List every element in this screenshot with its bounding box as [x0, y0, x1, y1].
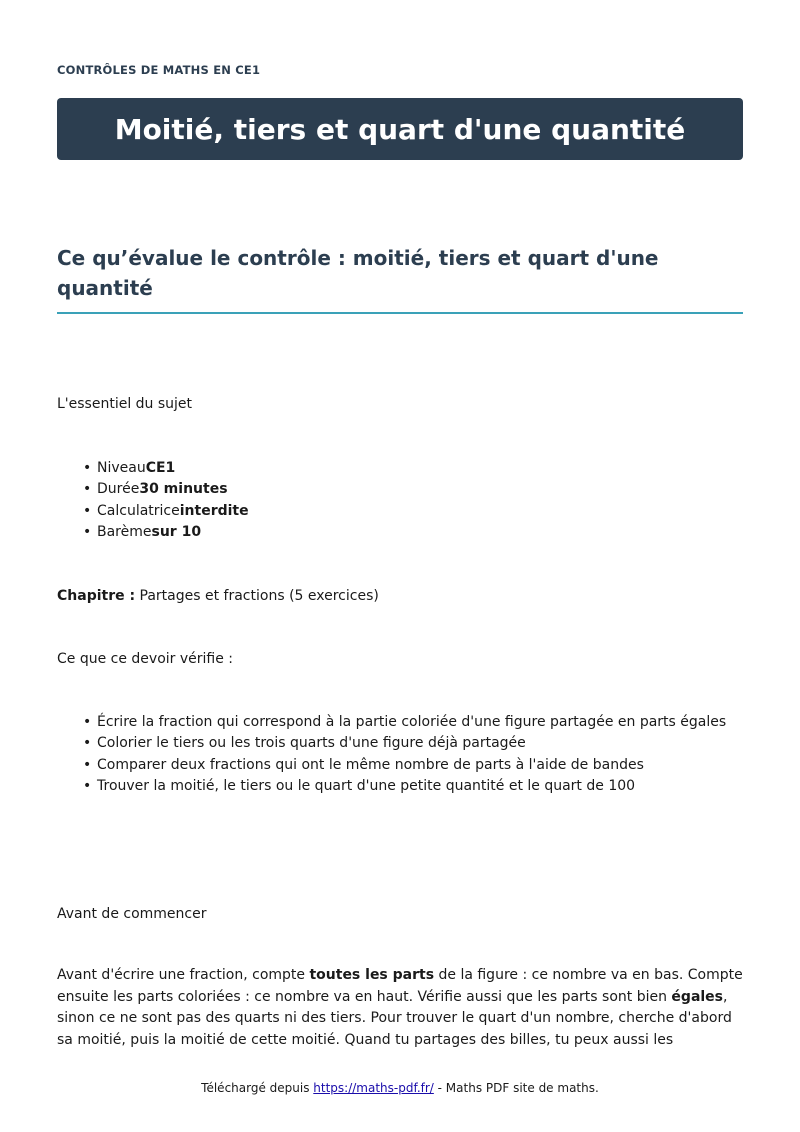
chapitre-line	[57, 586, 379, 607]
para-text-1: Avant d'écrire une fraction, compte	[57, 967, 310, 983]
list-item	[97, 522, 249, 543]
list-item: • Trouver la moitié, le tiers ou le quart d'une petite quantité et le quart de 100	[97, 776, 726, 797]
list-item	[97, 501, 249, 522]
item-value: CE1	[145, 460, 176, 476]
list-item: • Colorier le tiers ou les trois quarts d'une figure déjà partagée	[97, 733, 726, 754]
essentiel-heading: L'essentiel du sujet	[57, 396, 193, 412]
item-value: interdite	[179, 502, 249, 519]
avant-heading: Avant de commencer	[57, 906, 207, 922]
footer	[0, 1081, 800, 1095]
item-value: sur 10	[151, 523, 202, 540]
kicker-label: CONTRÔLES DE MATHS EN CE1	[57, 63, 261, 77]
item-label: Calculatrice	[97, 502, 180, 519]
item-label: Niveau	[97, 460, 146, 476]
verifie-list	[97, 712, 726, 797]
chapitre-text: Partages et fractions (5 exercices)	[139, 588, 379, 604]
list-item: • Écrire la fraction qui correspond à la partie coloriée d'une figure partagée en parts égales	[97, 712, 726, 733]
title-banner	[57, 98, 743, 160]
item-value: 30 minutes	[139, 481, 228, 498]
verifie-heading: Ce que ce devoir vérifie :	[57, 651, 234, 667]
item-label: Durée	[97, 481, 140, 498]
essentiel-list	[97, 458, 249, 543]
para-text-2: de la figure : ce nombre va en bas. Compte ensuite les parts coloriées : ce nombre va en haut. Vérifie aussi que les parts sont bien	[57, 967, 743, 1005]
avant-paragraph	[57, 965, 747, 1051]
list-item	[97, 458, 249, 479]
chapitre-label: Chapitre :	[57, 588, 136, 604]
footer-prefix: Téléchargé depuis	[201, 1081, 314, 1095]
page-title: Moitié, tiers et quart d'une quantité	[114, 112, 686, 146]
para-bold-2: égales	[671, 988, 724, 1005]
para-text-3: , sinon ce ne sont pas des quarts ni des tiers. Pour trouver le quart d'un nombre, cherche d'abord sa moitié, puis la moitié de cette moitié. Quand tu partages des billes, tu peux aussi les	[57, 988, 732, 1048]
para-bold-1: toutes les parts	[309, 967, 435, 983]
section-title: Ce qu’évalue le contrôle : moitié, tiers et quart d'une quantité	[57, 243, 743, 314]
footer-suffix: - Maths PDF site de maths.	[433, 1081, 599, 1095]
list-item: • Comparer deux fractions qui ont le même nombre de parts à l'aide de bandes	[97, 755, 726, 776]
footer-link[interactable]: https://maths-pdf.fr/	[313, 1081, 434, 1095]
item-label: Barème	[97, 523, 152, 540]
list-item	[97, 479, 249, 500]
